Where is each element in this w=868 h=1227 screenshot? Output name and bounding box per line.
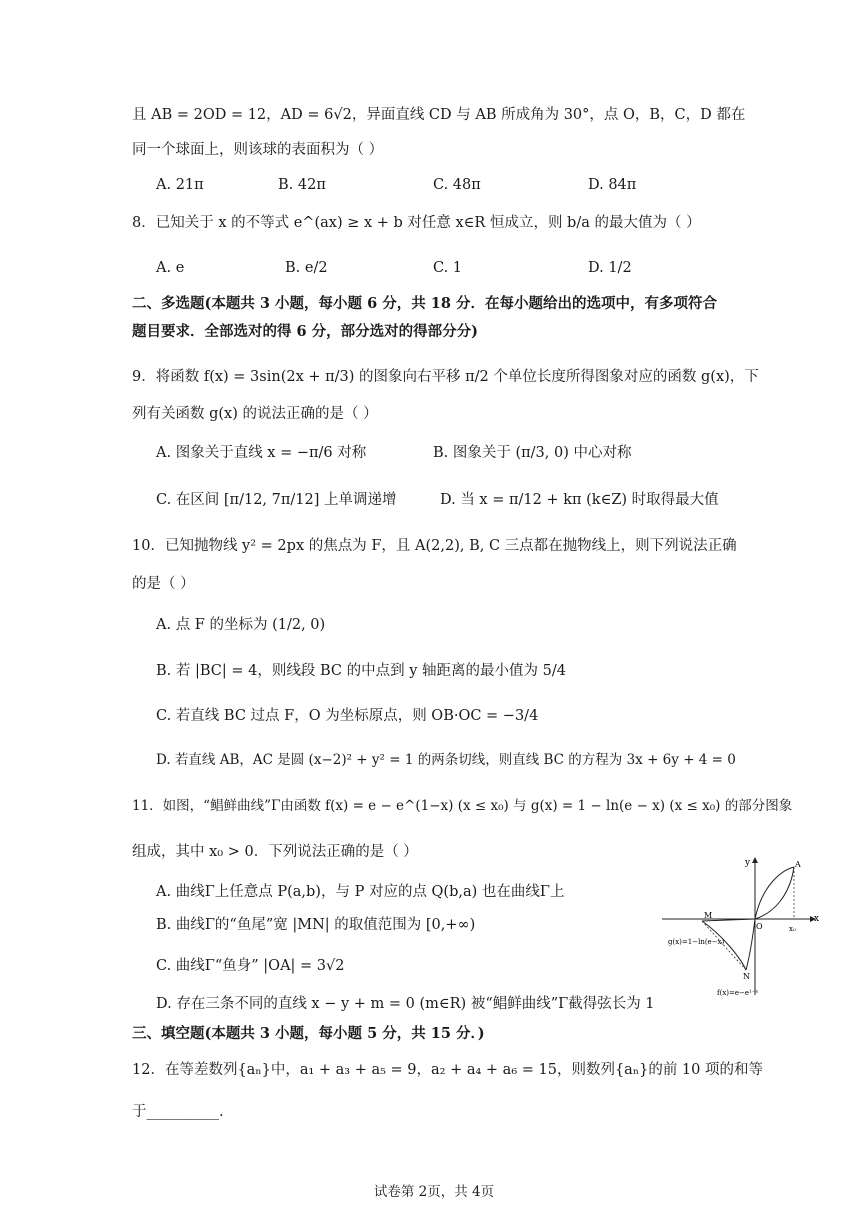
q8-option-c: C. 1 [433,260,463,276]
x0-label: x₀ [789,925,796,933]
q7-option-c: C. 48π [433,177,481,193]
fish-curve-figure [662,855,822,1000]
q9-option-b: B. 图象关于 (π/3, 0) 中心对称 [433,445,632,461]
q10-option-d: D. 若直线 AB，AC 是圆 (x−2)² + y² = 1 的两条切线，则直线 BC 的方程为 3x + 6y + 4 = 0 [156,752,736,768]
q12-line2: 于__________. [132,1104,224,1120]
q8-option-b: B. e/2 [285,260,328,276]
q11-option-d: D. 存在三条不同的直线 x − y + m = 0 (m∈R) 被“鲳鲜曲线”Γ截得弦长为 1 [156,996,655,1012]
q10-option-a: A. 点 F 的坐标为 (1/2, 0) [156,617,326,633]
point-n-label: N [743,972,750,981]
q8-option-d: D. 1/2 [588,260,632,276]
point-a-label: A [795,860,801,869]
q7-line2: 同一个球面上，则该球的表面积为（ ） [132,142,384,158]
section2-heading: 二、多选题(本题共 3 小题，每小题 6 分，共 18 分．在每小题给出的选项中，有多项符合 [132,295,718,312]
q9-line1: 9．将函数 f(x) = 3sin(2x + π/3) 的图象向右平移 π/2 个单位长度所得图象对应的函数 g(x)，下 [132,369,759,385]
q11-option-a: A. 曲线Γ上任意点 P(a,b)，与 P 对应的点 Q(b,a) 也在曲线Γ上 [156,884,565,900]
y-axis-label: y [745,858,751,868]
q10-option-c: C. 若直线 BC 过点 F，O 为坐标原点，则 OB·OC = −3/4 [156,708,539,724]
q7-option-a: A. 21π [156,177,204,193]
q9-option-a: A. 图象关于直线 x = −π/6 对称 [156,445,367,461]
q9-line2: 列有关函数 g(x) 的说法正确的是（ ） [132,406,378,422]
q12-line1: 12．在等差数列{aₙ}中，a₁ + a₃ + a₅ = 9，a₂ + a₄ + a₆ = 15，则数列{aₙ}的前 10 项的和等 [132,1062,763,1078]
page-footer: 试卷第 2页，共 4页 [373,1184,495,1200]
q9-option-c: C. 在区间 [π/12, 7π/12] 上单调递增 [156,492,397,508]
q9-option-d: D. 当 x = π/12 + kπ (k∈Z) 时取得最大值 [440,492,719,508]
section3-heading: 三、填空题(本题共 3 小题，每小题 5 分，共 15 分．) [132,1025,485,1042]
q10-line2: 的是（ ） [132,576,195,592]
q11-option-b: B. 曲线Γ的“鱼尾”宽 |MN| 的取值范围为 [0,+∞) [156,917,476,933]
q8-stem: 8．已知关于 x 的不等式 e^(ax) ≥ x + b 对任意 x∈R 恒成立，则 b/a 的最大值为（ ） [132,215,701,231]
q8-option-a: A. e [156,260,185,276]
q7-option-d: D. 84π [588,177,637,193]
section2-heading-cont: 题目要求．全部选对的得 6 分，部分选对的得部分分) [132,323,479,340]
q10-line1: 10．已知抛物线 y² = 2px 的焦点为 F，且 A(2,2), B, C 三点都在抛物线上，则下列说法正确 [132,538,737,554]
g-function-label: g(x)=1−ln(e−x) [668,938,725,946]
q11-line2: 组成，其中 x₀ > 0．下列说法正确的是（ ） [132,844,418,860]
x-axis-label: x [814,914,820,924]
origin-label: O [756,922,763,931]
q10-option-b: B. 若 |BC| = 4，则线段 BC 的中点到 y 轴距离的最小值为 5/4 [156,663,566,679]
q7-option-b: B. 42π [278,177,326,193]
q11-line1: 11．如图，“鲳鲜曲线”Γ由函数 f(x) = e − e^(1−x) (x ≤ x₀) 与 g(x) = 1 − ln(e − x) (x ≤ x₀) 的部分图象 [132,798,793,814]
point-m-label: M [704,911,713,920]
q7-line1: 且 AB = 2OD = 12，AD = 6√2，异面直线 CD 与 AB 所成角为 30°，点 O，B，C，D 都在 [132,107,746,123]
f-function-label: f(x)=e−e¹⁻ˣ [717,989,759,997]
q11-option-c: C. 曲线Γ“鱼身” |OA| = 3√2 [156,958,345,974]
